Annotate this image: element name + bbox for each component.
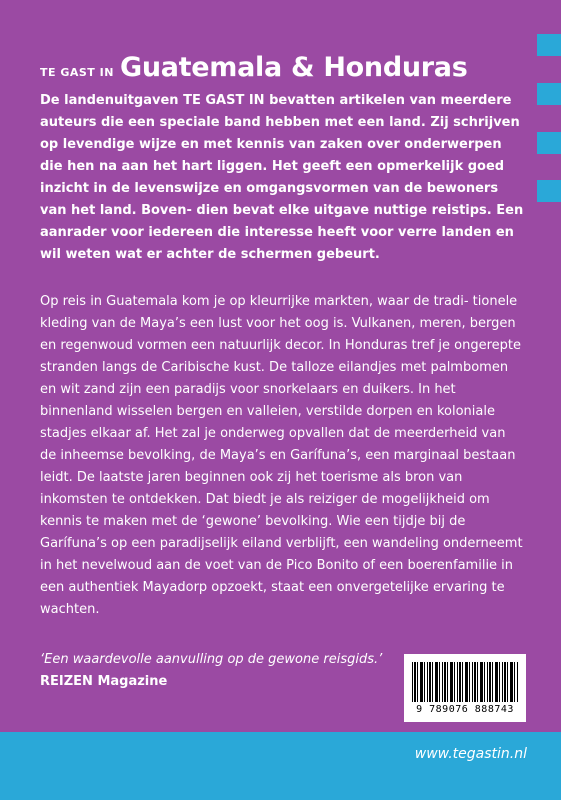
side-tab [537,180,561,202]
quote-source: REIZEN Magazine [40,674,168,689]
barcode-bars [412,662,518,702]
book-title [40,52,540,83]
isbn-number: 9 789076 888743 [416,704,514,715]
intro-paragraph: De landenuitgaven TE GAST IN bevatten artikelen van meerdere auteurs die een speciale band hebben met een land. Zij schrijven op levendige wijze en met kennis van zaken over onderwerpen die hen na aan het hart liggen. Het geeft een opmerkelijk goed inzicht in de levenswijze en omgangsvormen van de bewoners van het land. Boven- dien bevat elke uitgave nuttige reistips. Een aanrader voor iedereen die interesse heeft voor verre landen en wil weten wat er achter de schermen gebeurt. [40,93,524,262]
barcode [404,654,526,722]
footer-band [0,732,561,800]
side-tab [537,34,561,56]
body-paragraph: Op reis in Guatemala kom je op kleurrijke markten, waar de tradi- tionele kleding van de Maya’s een lust voor het oog is. Vulkanen, meren, bergen en regenwoud vormen een natuurlijk decor. In Honduras tref je ongerepte stranden langs de Caribische kust. De talloze eilandjes met palmbomen en wit zand zijn een paradijs voor snorkelaars en duikers. In het binnenland wisselen bergen en valleien, verstilde dorpen en koloniale stadjes elkaar af. Het zal je onderweg opvallen dat de meerderheid van de inheemse bevolking, de Maya’s en Garífuna’s, een marginaal bestaan leidt. De laatste jaren beginnen ook zij het toerisme als bron van inkomsten te ontdekken. Dat biedt je als reiziger de mogelijkheid om kennis te maken met de ‘gewone’ bevolking. Wie een tijdje bij de Garífuna’s op een paradijselijk eiland verblijft, een wandeling onderneemt in het nevelwoud aan de voet van de Pico Bonito of een boerenfamilie in een authentiek Mayadorp opzoekt, staat een onvergetelijke ervaring te wachten. [40,294,523,617]
title-prefix: TE GAST IN [40,66,114,79]
side-tab [537,83,561,105]
title-main: Guatemala & Honduras [119,52,468,83]
side-tab [537,132,561,154]
review-quote: ‘Een waardevolle aanvulling op de gewone reisgids.’ [40,652,383,667]
website-link[interactable]: www.tegastin.nl [414,746,527,762]
